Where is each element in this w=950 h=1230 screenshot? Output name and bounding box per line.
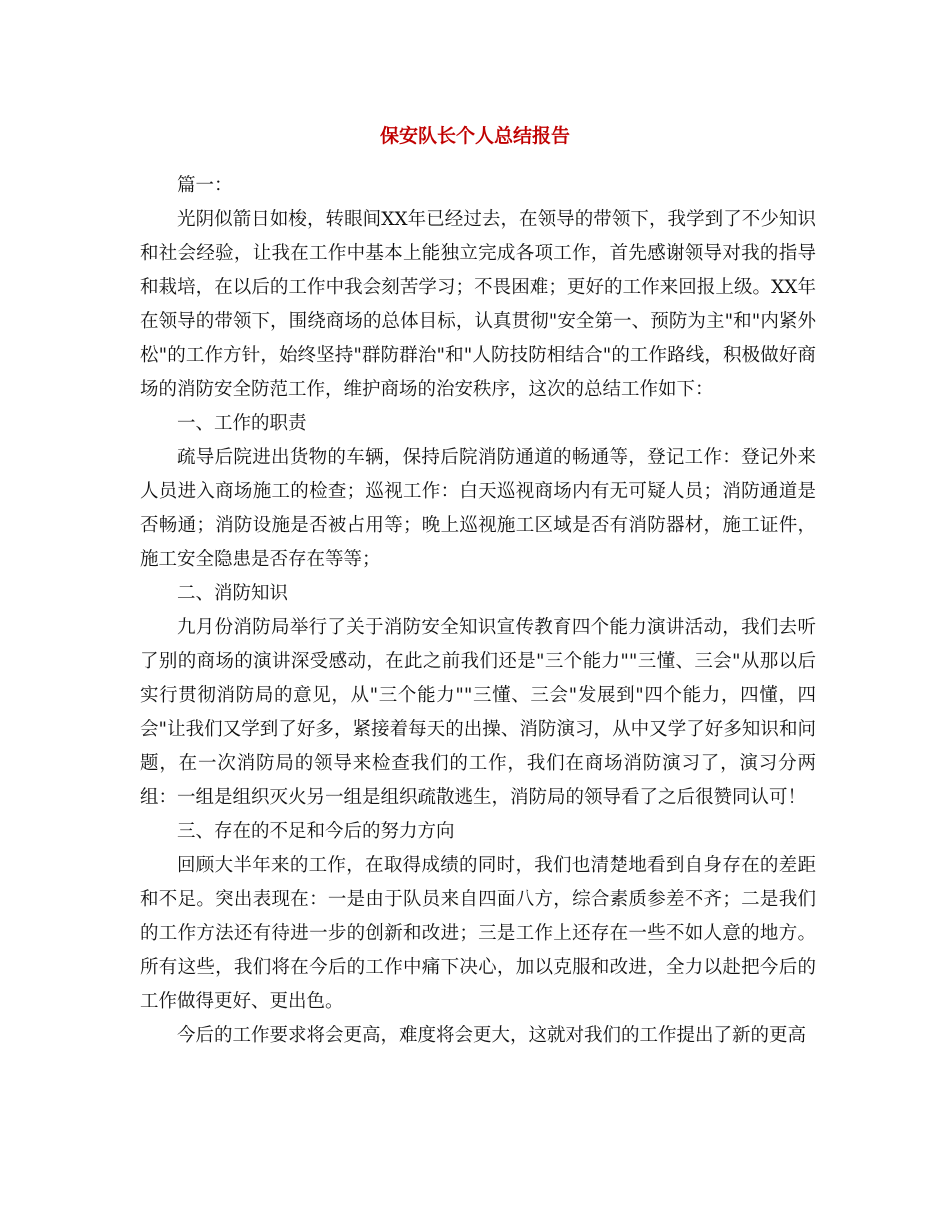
paragraph-section-label: 篇一： [177,175,233,196]
paragraph-intro: 光阴似箭日如梭，转眼间XX年已经过去，在领导的带领下，我学到了不少知识和社会经验，让我在工作中基本上能独立完成各项工作，首先感谢领导对我的指导和栽培，在以后的工作中我会刻苦学习；不畏困难；更好的工作来回报上级。XX年在领导的带领下，围绕商场的总体目标，认真贯彻"安全第一、预防为主"和"内紧外松"的工作方针，始终坚持"群防群治"和"人防技防相结合"的工作路线，积极做好商场的消防安全防范工作，维护商场的治安秩序，这次的总结工作如下： [140,209,816,400]
document-body [140,160,816,1053]
paragraph-future: 今后的工作要求将会更高，难度将会更大，这就对我们的工作提出了新的更高 [177,1025,807,1046]
heading-shortcomings: 三、存在的不足和今后的努力方向 [177,821,455,842]
document-title: 保安队长个人总结报告 [379,125,570,147]
paragraph-fire-knowledge: 九月份消防局举行了关于消防安全知识宣传教育四个能力演讲活动，我们去听了别的商场的演讲深受感动，在此之前我们还是"三个能力""三懂、三会"从那以后实行贯彻消防局的意见，从"三个能力""三懂、三会"发展到"四个能力，四懂，四会"让我们又学到了好多，紧接着每天的出操、消防演习，从中又学了好多知识和问题，在一次消防局的领导来检查我们的工作，我们在商场消防演习了，演习分两组：一组是组织灭火另一组是组织疏散逃生，消防局的领导看了之后很赞同认可！ [140,617,816,808]
heading-fire-knowledge: 二、消防知识 [177,583,289,604]
paragraph-shortcomings: 回顾大半年来的工作，在取得成绩的同时，我们也清楚地看到自身存在的差距和不足。突出表现在：一是由于队员来自四面八方，综合素质参差不齐；二是我们的工作方法还有待进一步的创新和改进；三是工作上还存在一些不如人意的地方。所有这些，我们将在今后的工作中痛下决心，加以克服和改进，全力以赴把今后的工作做得更好、更出色。 [140,855,816,1012]
heading-duties: 一、工作的职责 [177,413,307,434]
paragraph-duties: 疏导后院进出货物的车辆，保持后院消防通道的畅通等，登记工作：登记外来人员进入商场施工的检查；巡视工作：白天巡视商场内有无可疑人员；消防通道是否畅通；消防设施是否被占用等；晚上巡视施工区域是否有消防器材，施工证件，施工安全隐患是否存在等等； [140,447,816,570]
